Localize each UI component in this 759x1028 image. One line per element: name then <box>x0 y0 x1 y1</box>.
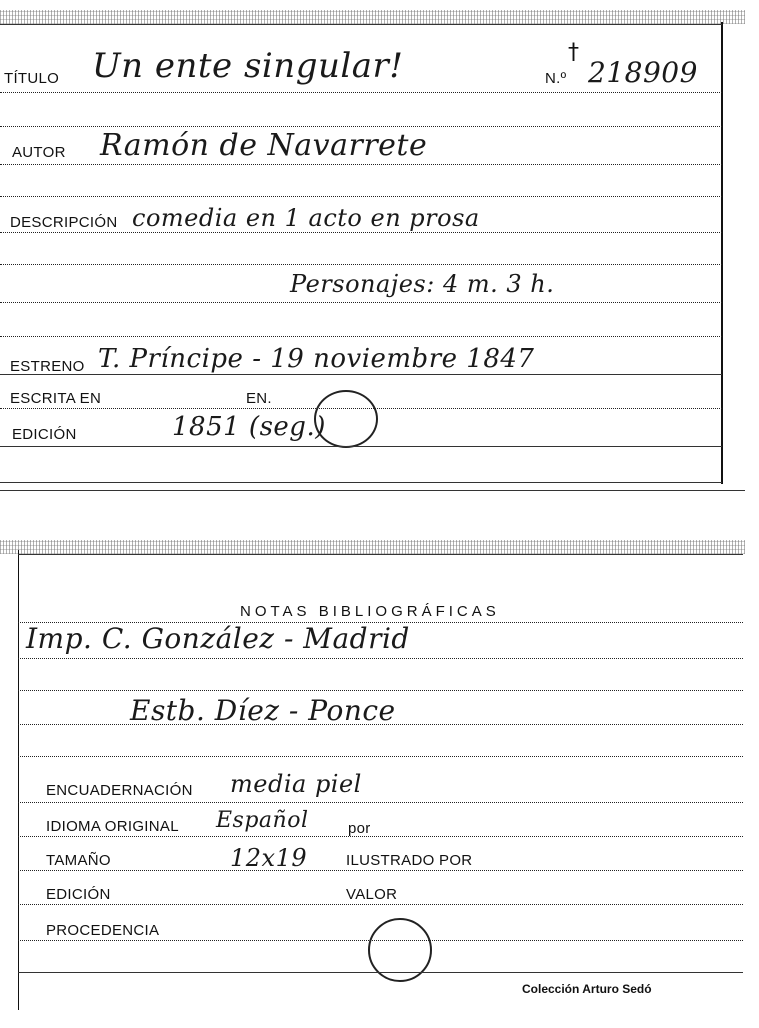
idioma-label: IDIOMA ORIGINAL <box>46 818 179 835</box>
rule <box>18 940 743 941</box>
card-left-edge <box>18 550 19 1010</box>
card-top-edge <box>0 24 722 25</box>
bottom-catalog-card <box>0 540 759 1028</box>
rule <box>0 446 722 447</box>
scan-noise-bottom <box>0 540 745 554</box>
notas-title: NOTAS BIBLIOGRÁFICAS <box>240 603 500 620</box>
scan-noise-top <box>0 10 745 24</box>
estreno-value: T. Príncipe - 19 noviembre 1847 <box>98 344 535 374</box>
collection-credit: Colección Arturo Sedó <box>522 982 652 996</box>
rule <box>0 164 722 165</box>
edicion-label: EDICIÓN <box>12 426 77 443</box>
encuadernacion-value: media piel <box>230 770 362 798</box>
rule <box>18 756 743 757</box>
rule <box>0 126 722 127</box>
edicion-label-2: EDICIÓN <box>46 886 111 903</box>
rule <box>0 336 722 337</box>
rule <box>0 374 722 375</box>
descripcion-value: comedia en 1 acto en prosa <box>132 204 480 232</box>
procedencia-label: PROCEDENCIA <box>46 922 160 939</box>
numero-value: 218909 <box>588 56 698 89</box>
rule <box>18 904 743 905</box>
rule <box>18 802 743 803</box>
card-top-edge <box>18 554 743 555</box>
rule <box>18 658 743 659</box>
titulo-label: TÍTULO <box>4 70 60 87</box>
nota-line-1: Imp. C. González - Madrid <box>26 622 410 655</box>
rule <box>18 724 743 725</box>
tamano-value: 12x19 <box>230 844 308 872</box>
rule <box>0 92 722 93</box>
descripcion-label: DESCRIPCIÓN <box>10 214 118 231</box>
rule <box>18 972 743 973</box>
autor-value: Ramón de Navarrete <box>100 128 428 163</box>
tamano-label: TAMAÑO <box>46 852 111 869</box>
edicion-value: 1851 (seg.) <box>172 412 326 442</box>
escrita-label: ESCRITA EN <box>10 390 102 407</box>
por-label: por <box>348 820 371 837</box>
en-label: EN. <box>246 390 272 407</box>
autor-label: AUTOR <box>12 144 66 161</box>
valor-label: VALOR <box>346 886 398 903</box>
estreno-label: ESTRENO <box>10 358 85 375</box>
rule <box>18 870 743 871</box>
top-catalog-card <box>0 0 759 492</box>
deceased-mark: † <box>568 40 579 65</box>
library-stamp <box>314 390 378 448</box>
idioma-value: Español <box>216 808 309 833</box>
ilustrado-label: ILUSTRADO POR <box>346 852 473 869</box>
rule <box>18 836 743 837</box>
card-separator <box>0 490 745 491</box>
rule <box>0 232 722 233</box>
rule <box>18 690 743 691</box>
rule <box>0 264 722 265</box>
card-bottom-edge <box>0 482 722 483</box>
personajes-value: Personajes: 4 m. 3 h. <box>290 270 555 298</box>
rule <box>0 302 722 303</box>
numero-label: N.º <box>545 70 567 87</box>
encuadernacion-label: ENCUADERNACIÓN <box>46 782 193 799</box>
nota-line-2: Estb. Díez - Ponce <box>130 694 396 727</box>
titulo-value: Un ente singular! <box>92 46 404 86</box>
rule <box>0 196 722 197</box>
